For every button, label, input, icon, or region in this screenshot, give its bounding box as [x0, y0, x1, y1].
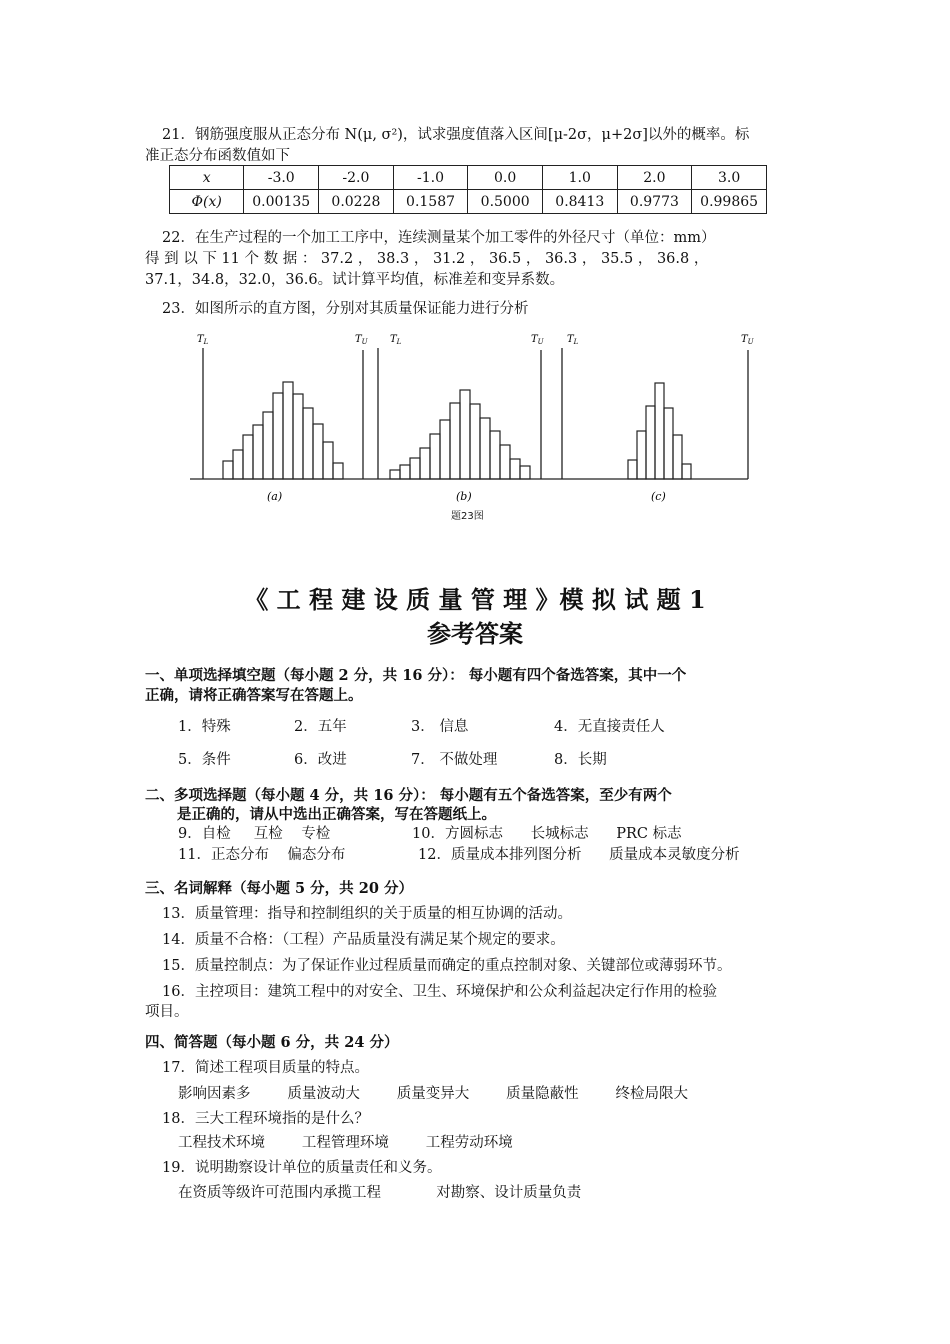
section2-heading-line2: 是正确的，请从中选出正确答案，写在答题纸上。: [177, 806, 496, 823]
answer-19: 在资质等级许可范围内承揽工程 对勘察、设计质量负责: [178, 1185, 582, 1201]
question-17: 17．简述工程项目质量的特点。: [162, 1060, 369, 1076]
answer-2: 2．五年: [294, 719, 347, 735]
answer-title-line2: 参考答案: [427, 619, 523, 648]
question-18: 18．三大工程环境指的是什么？: [162, 1111, 369, 1127]
answer-3: 3． 信息: [411, 719, 469, 735]
section4-heading: 四、简答题（每小题 6 分，共 24 分）: [145, 1034, 399, 1051]
q22-line1: 22．在生产过程的一个加工工序中，连续测量某个加工零件的外径尺寸（单位：mm）: [162, 230, 716, 246]
answer-7: 7． 不做处理: [411, 752, 498, 768]
answer-1: 1．特殊: [178, 719, 231, 735]
table-cell: -3.0: [244, 166, 319, 190]
answer-12: 12．质量成本排列图分析 质量成本灵敏度分析: [418, 847, 740, 863]
table-cell: -2.0: [319, 166, 394, 190]
panel-label-a: (a): [267, 490, 283, 503]
table-row: [170, 190, 767, 214]
section1-heading-line1: 一、单项选择填空题（每小题 2 分，共 16 分）： 每小题有四个备选答案，其中一个: [145, 667, 687, 684]
answer-17: 影响因素多 质量波动大 质量变异大 质量隐蔽性 终检局限大: [178, 1086, 688, 1102]
normal-distribution-table: [169, 165, 767, 214]
panel-label-c: (c): [651, 490, 666, 503]
term-13: 13．质量管理：指导和控制组织的关于质量的相互协调的活动。: [162, 906, 572, 922]
row-label-x: x: [170, 166, 244, 190]
table-cell: 0.0: [468, 166, 543, 190]
histogram-bars-a: [223, 382, 343, 479]
answer-10: 10．方圆标志 长城标志 PRC 标志: [412, 826, 682, 842]
table-cell: 0.00135: [244, 190, 319, 214]
answer-18: 工程技术环境 工程管理环境 工程劳动环境: [178, 1135, 513, 1151]
question-19: 19．说明勘察设计单位的质量责任和义务。: [162, 1160, 442, 1176]
table-cell: 0.9773: [617, 190, 692, 214]
table-cell: 0.99865: [692, 190, 767, 214]
table-cell: 0.0228: [319, 190, 394, 214]
answer-6: 6．改进: [294, 752, 347, 768]
term-16: 16．主控项目：建筑工程中的对安全、卫生、环境保护和公众利益起决定行作用的检验: [162, 984, 717, 1000]
answer-8: 8．长期: [554, 752, 607, 768]
histogram-bars-c: [628, 383, 691, 479]
answer-title-line1: 《 工 程 建 设 质 量 管 理 》模 拟 试 题 1: [244, 585, 706, 614]
lower-limit-label-c: $T_L$: [567, 334, 579, 346]
panel-label-b: (b): [456, 490, 472, 503]
table-cell: 2.0: [617, 166, 692, 190]
section1-heading-line2: 正确，请将正确答案写在答题上。: [145, 687, 363, 704]
upper-limit-label-a: $T_U$: [355, 334, 368, 346]
table-cell: 1.0: [542, 166, 617, 190]
term-15: 15．质量控制点：为了保证作业过程质量而确定的重点控制对象、关键部位或薄弱环节。: [162, 958, 732, 974]
row-label-phi: Φ(x): [170, 190, 244, 214]
histogram-bars-b: [390, 390, 530, 479]
term-14: 14．质量不合格：（工程）产品质量没有满足某个规定的要求。: [162, 932, 565, 948]
q22-line3: 37.1，34.8，32.0，36.6。试计算平均值，标准差和变异系数。: [145, 272, 565, 288]
table-row: [170, 166, 767, 190]
answer-11: 11．正态分布 偏态分布: [178, 847, 346, 863]
table-cell: 0.5000: [468, 190, 543, 214]
term-16-cont: 项目。: [145, 1004, 189, 1020]
upper-limit-label-c: $T_U$: [741, 334, 754, 346]
answer-5: 5．条件: [178, 752, 231, 768]
lower-limit-label-a: $T_L$: [197, 334, 209, 346]
table-cell: 0.1587: [393, 190, 468, 214]
lower-limit-label-b: $T_L$: [390, 334, 402, 346]
q21-line2: 准正态分布函数值如下: [145, 148, 290, 164]
histogram-figure: [185, 328, 755, 508]
upper-limit-label-b: $T_U$: [531, 334, 544, 346]
q23-line1: 23．如图所示的直方图，分别对其质量保证能力进行分析: [162, 301, 529, 317]
table-cell: 3.0: [692, 166, 767, 190]
q21-line1: 21．钢筋强度服从正态分布 N(μ, σ²)，试求强度值落入区间[μ-2σ，μ+2σ]以外的概率。标: [162, 127, 750, 143]
answer-9: 9．自检 互检 专检: [178, 826, 331, 842]
figure-caption: 题23图: [451, 511, 484, 522]
q22-line2: 得 到 以 下 11 个 数 据 ： 37.2 ， 38.3 ， 31.2 ， 36.5 ， 36.3 ， 35.5 ， 36.8 ，: [145, 251, 709, 267]
table-cell: -1.0: [393, 166, 468, 190]
answer-4: 4．无直接责任人: [554, 719, 665, 735]
section2-heading-line1: 二、多项选择题（每小题 4 分，共 16 分）： 每小题有五个备选答案，至少有两个: [145, 787, 672, 804]
section3-heading: 三、名词解释（每小题 5 分，共 20 分）: [145, 880, 413, 897]
table-cell: 0.8413: [542, 190, 617, 214]
